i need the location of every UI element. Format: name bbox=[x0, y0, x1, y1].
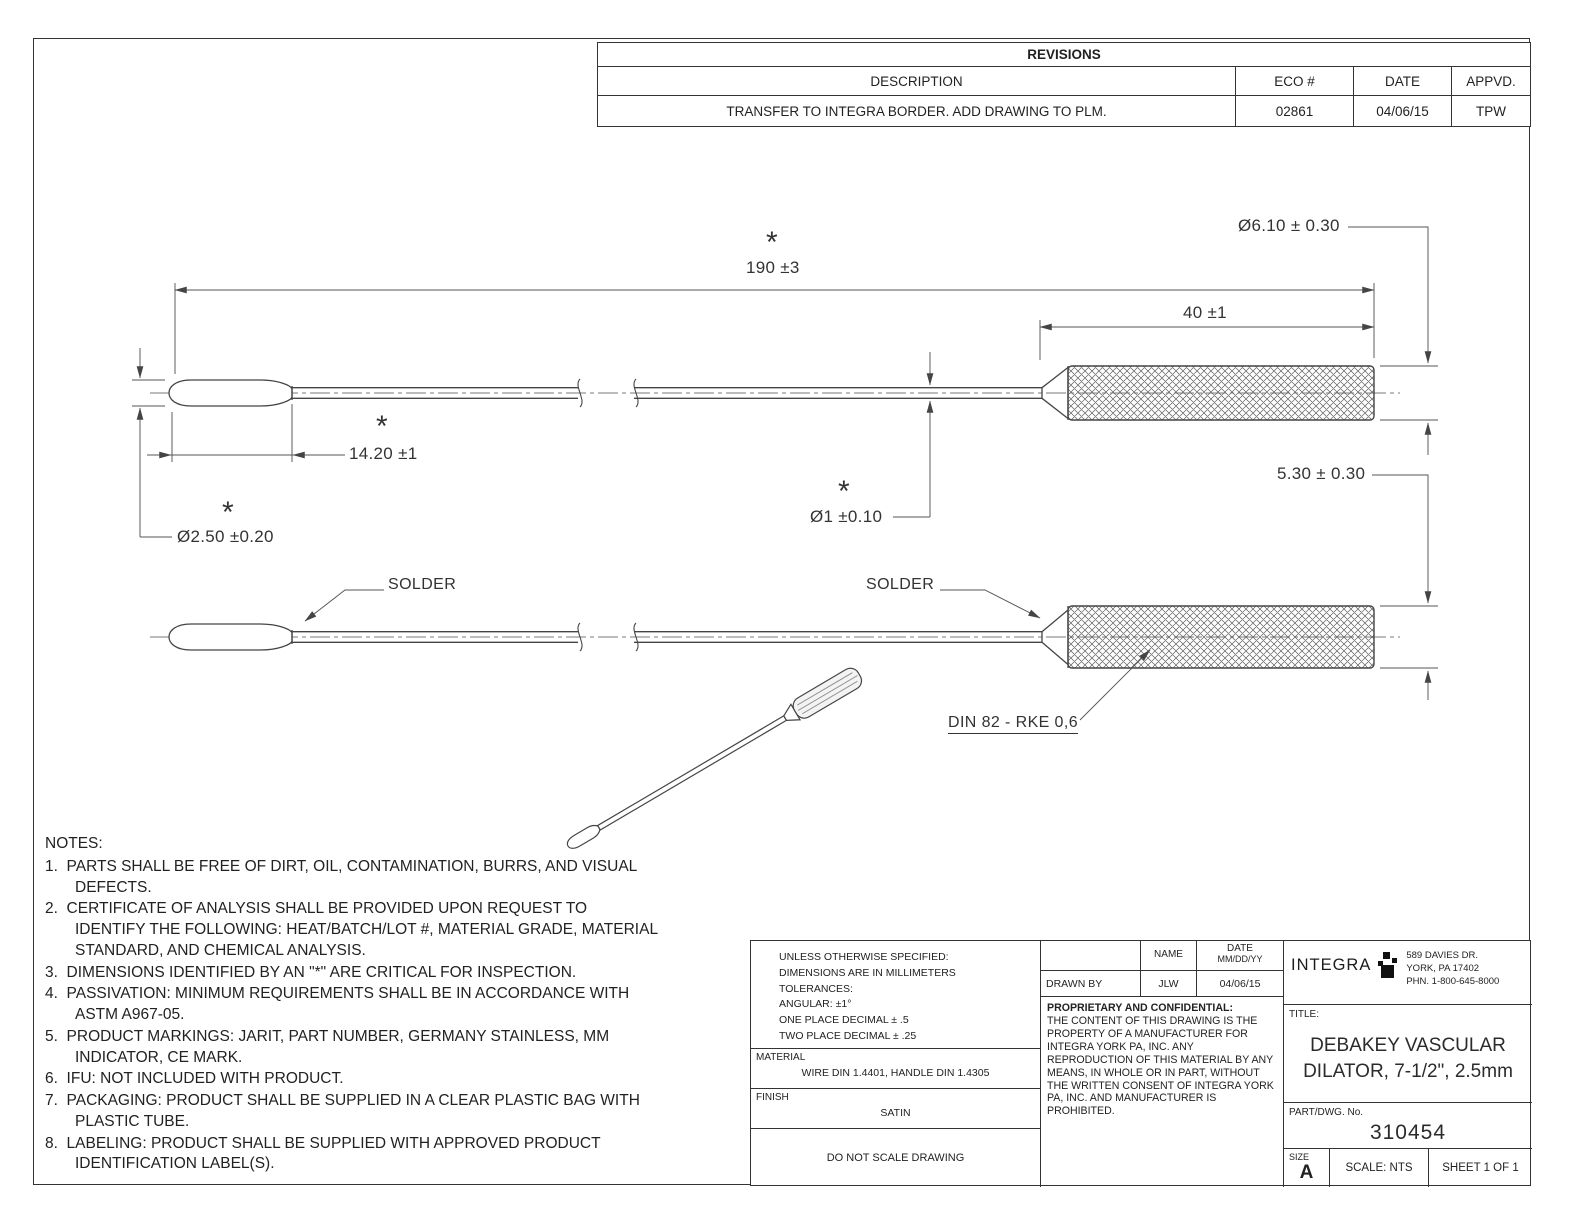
do-not-scale-text: DO NOT SCALE DRAWING bbox=[826, 1152, 965, 1164]
note-item-4: 4. PASSIVATION: MINIMUM REQUIREMENTS SHALL BE IN ACCORDANCE WITH ASTM A967-05. bbox=[45, 985, 633, 1024]
finish-label: FINISH bbox=[756, 1092, 789, 1103]
critical-marker-shaft-diameter: * bbox=[838, 475, 850, 508]
company-address-line: PHN. 1-800-645-8000 bbox=[1406, 975, 1500, 987]
rev-date-cell: 04/06/15 bbox=[1354, 96, 1452, 126]
rev-eco-cell: 02861 bbox=[1236, 96, 1354, 126]
rev-col-appvd: APPVD. bbox=[1452, 67, 1530, 96]
finish-cell bbox=[751, 1089, 1041, 1129]
title-label: TITLE: bbox=[1289, 1009, 1320, 1020]
top-view bbox=[150, 366, 1400, 420]
company-logo-cell bbox=[1284, 941, 1532, 1005]
material-label: MATERIAL bbox=[756, 1052, 806, 1063]
note-item-1: 1. PARTS SHALL BE FREE OF DIRT, OIL, CONTAMINATION, BURRS, AND VISUAL DEFECTS. bbox=[45, 857, 642, 896]
name-header-text: NAME bbox=[1154, 949, 1183, 960]
dim-tip-length-label: 14.20 ±1 bbox=[349, 444, 418, 463]
drawn-by-name: JLW bbox=[1141, 971, 1197, 997]
dim-shaft-diameter-label: Ø1 ±0.10 bbox=[810, 507, 883, 526]
size-cell bbox=[1284, 1149, 1330, 1187]
part-number-value: 310454 bbox=[1369, 1121, 1447, 1144]
sheet-text: SHEET 1 OF 1 bbox=[1442, 1162, 1519, 1174]
material-cell bbox=[751, 1049, 1041, 1089]
company-address-line: YORK, PA 17402 bbox=[1406, 962, 1480, 974]
solder-callout-left: SOLDER bbox=[388, 576, 457, 593]
sign-header-name bbox=[1141, 941, 1197, 971]
revisions-title: REVISIONS bbox=[598, 43, 1530, 67]
dim-handle-flat-label: 5.30 ± 0.30 bbox=[1277, 464, 1366, 483]
tolerance-line: DIMENSIONS ARE IN MILLIMETERS bbox=[779, 966, 956, 979]
integra-logo-icon bbox=[1374, 952, 1399, 979]
critical-marker-overall: * bbox=[766, 226, 778, 259]
date-format-text: MM/DD/YY bbox=[1217, 954, 1263, 964]
sign-header-date bbox=[1197, 941, 1284, 971]
size-value: A bbox=[1299, 1162, 1314, 1183]
tolerance-line: TWO PLACE DECIMAL ± .25 bbox=[779, 1029, 917, 1042]
isometric-view bbox=[562, 665, 864, 856]
rev-appvd-cell: TPW bbox=[1476, 103, 1506, 119]
critical-marker-tip-length: * bbox=[376, 410, 388, 443]
note-item-7: 7. PACKAGING: PRODUCT SHALL BE SUPPLIED IN A CLEAR PLASTIC BAG WITH PLASTIC TUBE. bbox=[45, 1092, 645, 1130]
proprietary-notice bbox=[1041, 997, 1284, 1187]
proprietary-body: THE CONTENT OF THIS DRAWING IS THE PROPERTY OF A MANUFACTURER FOR INTEGRA YORK PA, INC. ANY REPRODUCTION OF THIS MATERIAL BY ANY MEANS, IN WHOLE OR IN PART, WITHOUT THE WRITTEN CONSENT OF INTEGRA YORK PA, INC. AND MANUFACTURER IS PROHIBITED. bbox=[1047, 1014, 1274, 1118]
sheet-cell bbox=[1429, 1149, 1532, 1187]
tolerance-line: TOLERANCES: bbox=[779, 982, 853, 995]
drawn-by-date: 04/06/15 bbox=[1197, 971, 1284, 997]
company-address-line: 589 DAVIES DR. bbox=[1406, 950, 1478, 961]
sign-header-empty bbox=[1041, 941, 1141, 971]
date-header-text: DATE bbox=[1227, 943, 1253, 954]
drawn-by-label: DRAWN BY bbox=[1041, 971, 1141, 997]
bottom-view bbox=[150, 606, 1400, 668]
drawing-title-line2: DILATOR, 7-1/2", 2.5mm bbox=[1303, 1060, 1513, 1082]
rev-col-description: DESCRIPTION bbox=[598, 67, 1236, 96]
tolerance-block bbox=[751, 941, 1041, 1049]
tolerance-line: UNLESS OTHERWISE SPECIFIED: bbox=[779, 951, 949, 963]
part-number-cell bbox=[1284, 1103, 1532, 1149]
rev-col-eco: ECO # bbox=[1236, 67, 1354, 96]
notes-heading: NOTES: bbox=[45, 835, 103, 852]
part-number-label: PART/DWG. No. bbox=[1289, 1107, 1364, 1118]
title-block bbox=[750, 940, 1531, 1186]
note-item-2: 2. CERTIFICATE OF ANALYSIS SHALL BE PROVIDED UPON REQUEST TO IDENTIFY THE FOLLOWING: HEAT/BATCH/LOT #, MATERIAL GRADE, MATERIAL STANDARD, AND CHEMICAL ANALYSIS. bbox=[45, 900, 662, 959]
note-item-3: 3. DIMENSIONS IDENTIFIED BY AN "*" ARE CRITICAL FOR INSPECTION. bbox=[45, 963, 577, 981]
dim-handle-diameter-label: Ø6.10 ± 0.30 bbox=[1238, 216, 1340, 235]
proprietary-heading: PROPRIETARY AND CONFIDENTIAL: bbox=[1047, 1002, 1233, 1014]
knurl-spec-label: DIN 82 - RKE 0,6 bbox=[948, 714, 1078, 734]
rev-col-date: DATE bbox=[1354, 67, 1452, 96]
note-item-5: 5. PRODUCT MARKINGS: JARIT, PART NUMBER, GERMANY STAINLESS, MM INDICATOR, CE MARK. bbox=[45, 1027, 614, 1066]
note-item-8: 8. LABELING: PRODUCT SHALL BE SUPPLIED WITH APPROVED PRODUCT IDENTIFICATION LABEL(S). bbox=[45, 1134, 605, 1173]
note-item-6: 6. IFU: NOT INCLUDED WITH PRODUCT. bbox=[45, 1070, 344, 1088]
scale-cell bbox=[1330, 1149, 1429, 1187]
size-label: SIZE bbox=[1289, 1152, 1310, 1162]
company-name: INTEGRA bbox=[1291, 956, 1372, 974]
dim-handle-length-label: 40 ±1 bbox=[1183, 303, 1227, 322]
tolerance-line: ONE PLACE DECIMAL ± .5 bbox=[779, 1014, 909, 1026]
dim-tip-diameter-label: Ø2.50 ±0.20 bbox=[177, 527, 274, 546]
scale-text: SCALE: NTS bbox=[1345, 1162, 1413, 1174]
solder-callout-right: SOLDER bbox=[866, 576, 935, 593]
critical-marker-tip-diameter: * bbox=[222, 496, 234, 529]
tolerance-line: ANGULAR: ±1° bbox=[779, 998, 852, 1011]
material-value: WIRE DIN 1.4401, HANDLE DIN 1.4305 bbox=[801, 1067, 990, 1079]
company-address bbox=[1406, 950, 1499, 988]
drawing-title-line1: DEBAKEY VASCULAR bbox=[1310, 1035, 1506, 1056]
rev-description-cell: TRANSFER TO INTEGRA BORDER. ADD DRAWING TO PLM. bbox=[598, 96, 1236, 126]
do-not-scale-cell bbox=[751, 1129, 1041, 1187]
dim-overall-length-label: 190 ±3 bbox=[746, 258, 800, 277]
notes-section bbox=[45, 834, 662, 1175]
finish-value: SATIN bbox=[880, 1107, 911, 1119]
title-cell bbox=[1284, 1005, 1532, 1103]
